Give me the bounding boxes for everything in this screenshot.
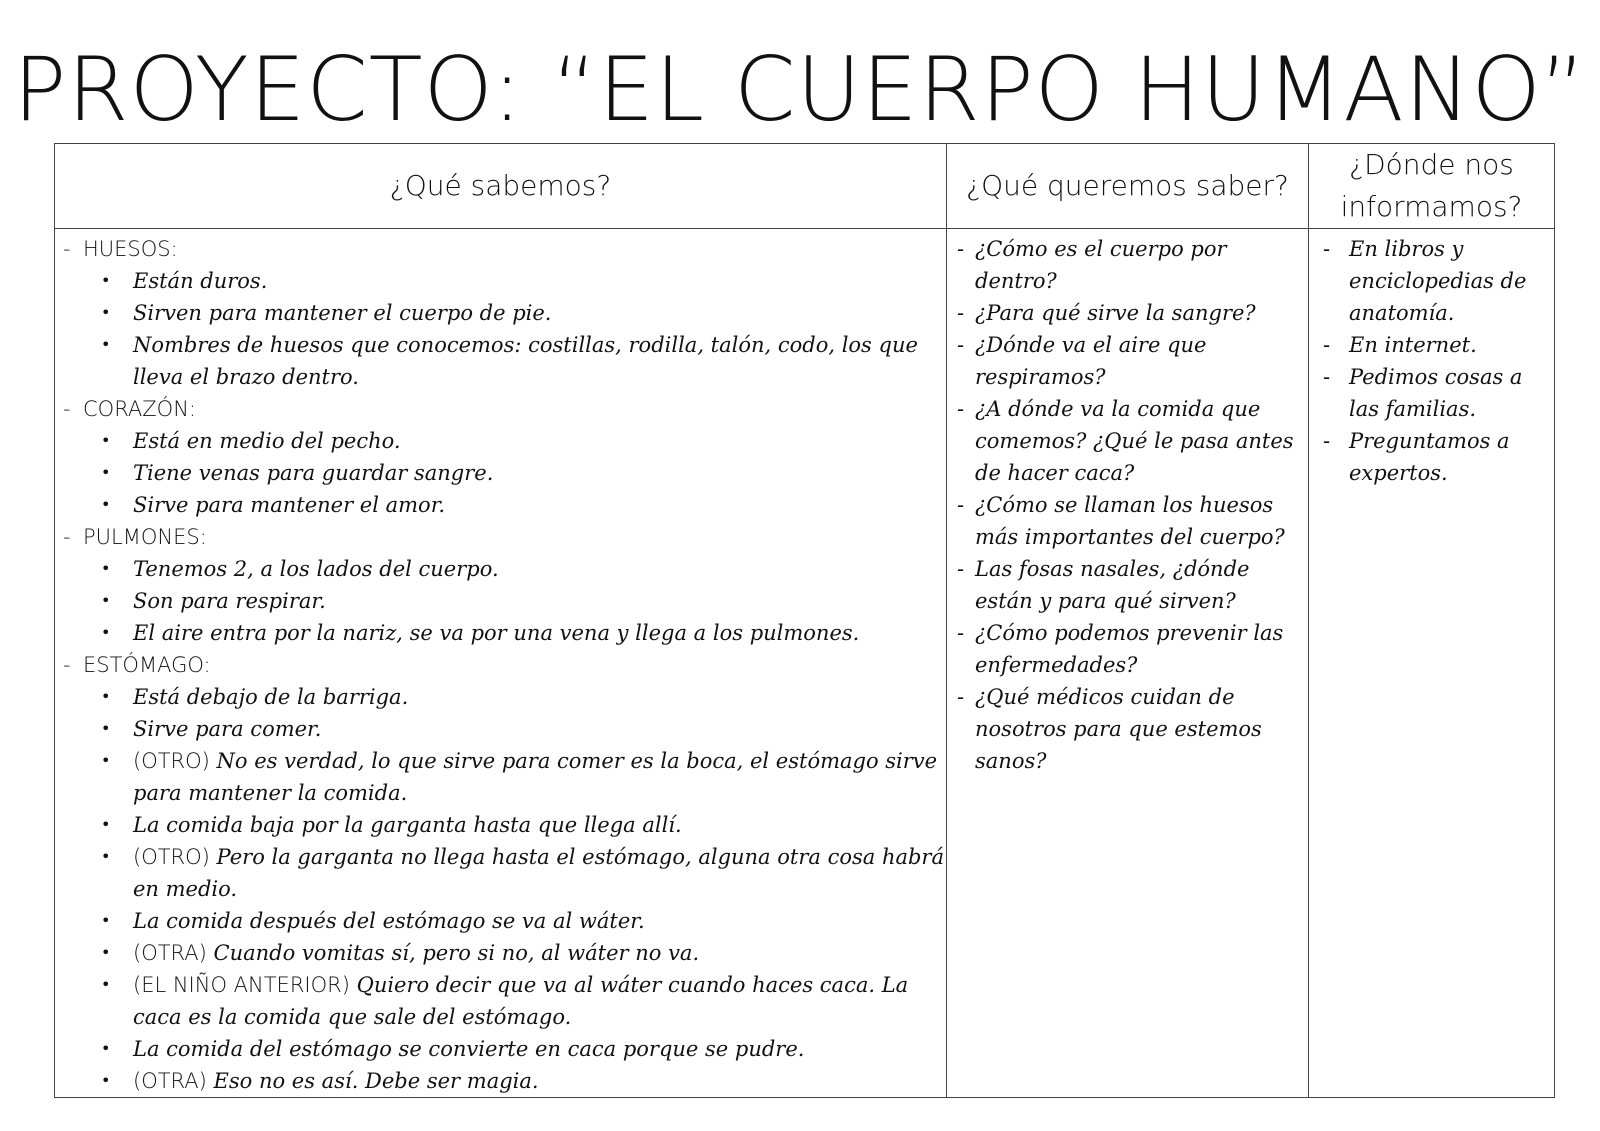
estomago-list [63,681,946,1097]
category-label: HUESOS: [83,237,178,261]
question-item: - ¿A dónde va la comida que comemos? ¿Qué le pasa antes de hacer caca? [955,393,1302,489]
category-label: ESTÓMAGO: [83,653,211,677]
category-label: CORAZÓN: [83,397,196,421]
kwl-table [54,143,1555,1098]
item-text: La comida del estómago se convierte en caca porque se pudre. [133,1037,805,1061]
queremos-content [947,229,1308,777]
speaker-tag: (OTRO) [133,845,210,869]
list-item: • Sirve para mantener el amor. [63,489,946,521]
list-item: • Nombres de huesos que conocemos: costillas, rodilla, talón, codo, los que lleva el brazo dentro. [63,329,946,393]
table-body-row [55,229,1555,1098]
category-pulmones: - PULMONES: [63,525,207,549]
question-item: - ¿Para qué sirve la sangre? [955,297,1302,329]
list-item: • Son para respirar. [63,585,946,617]
queremos-saber-cell [947,229,1309,1098]
category-label: PULMONES: [83,525,207,549]
list-item [63,745,946,809]
header-que-queremos-saber: ¿Qué queremos saber? [947,144,1309,229]
category-estomago: - ESTÓMAGO: [63,653,211,677]
corazon-list [63,425,946,521]
list-item: • Tiene venas para guardar sangre. [63,457,946,489]
speaker-tag: (EL NIÑO ANTERIOR) [133,973,350,997]
list-item: • Están duros. [63,265,946,297]
list-item [63,905,946,937]
category-huesos: - HUESOS: [63,237,178,261]
table-header-row [55,144,1555,229]
question-item: - ¿Qué médicos cuidan de nosotros para que estemos sanos? [955,681,1302,777]
pulmones-list [63,553,946,649]
item-text: La comida después del estómago se va al wáter. [133,909,645,933]
item-text: No es verdad, lo que sirve para comer es la boca, el estómago sirve para mantener la comida. [133,749,938,805]
list-item [63,841,946,905]
informamos-content [1309,229,1554,489]
question-item: - Las fosas nasales, ¿dónde están y para qué sirven? [955,553,1302,617]
speaker-tag: (OTRO) [133,749,210,773]
item-text: Está debajo de la barriga. [133,685,409,709]
list-item: • Tenemos 2, a los lados del cuerpo. [63,553,946,585]
category-corazon: - CORAZÓN: [63,397,196,421]
source-item: - En internet. [1321,329,1544,361]
question-item: - ¿Dónde va el aire que respiramos? [955,329,1302,393]
item-text: Sirve para comer. [133,717,322,741]
question-item: - ¿Cómo es el cuerpo por dentro? [955,233,1302,297]
question-item: - ¿Cómo podemos prevenir las enfermedades? [955,617,1302,681]
item-text: Eso no es así. Debe ser magia. [206,1069,539,1093]
list-item: • Sirven para mantener el cuerpo de pie. [63,297,946,329]
header-que-sabemos: ¿Qué sabemos? [55,144,947,229]
list-item [63,681,946,713]
speaker-tag: (OTRA) [133,941,207,965]
item-text: Cuando vomitas sí, pero si no, al wáter no va. [206,941,700,965]
list-item: • El aire entra por la nariz, se va por una vena y llega a los pulmones. [63,617,946,649]
speaker-tag: (OTRA) [133,1069,207,1093]
huesos-list [63,265,946,393]
informamos-cell [1309,229,1555,1098]
item-text: La comida baja por la garganta hasta que llega allí. [133,813,682,837]
sabemos-content [55,229,946,1097]
sabemos-cell [55,229,947,1098]
list-item [63,1065,946,1097]
list-item [63,713,946,745]
item-text: Quiero decir que va al wáter cuando haces caca. La caca es la comida que sale del estómago. [133,973,909,1029]
header-donde-nos-informamos: ¿Dónde nos informamos? [1309,144,1555,229]
list-item [63,937,946,969]
list-item: • Está en medio del pecho. [63,425,946,457]
list-item [63,809,946,841]
source-item: - En libros y enciclopedias de anatomía. [1321,233,1544,329]
source-item: - Preguntamos a expertos. [1321,425,1544,489]
list-item [63,969,946,1033]
item-text: Pero la garganta no llega hasta el estómago, alguna otra cosa habrá en medio. [133,845,944,901]
list-item [63,1033,946,1065]
page-title: PROYECTO: “EL CUERPO HUMANO” [13,38,1587,141]
source-item: - Pedimos cosas a las familias. [1321,361,1544,425]
question-item: - ¿Cómo se llaman los huesos más importantes del cuerpo? [955,489,1302,553]
